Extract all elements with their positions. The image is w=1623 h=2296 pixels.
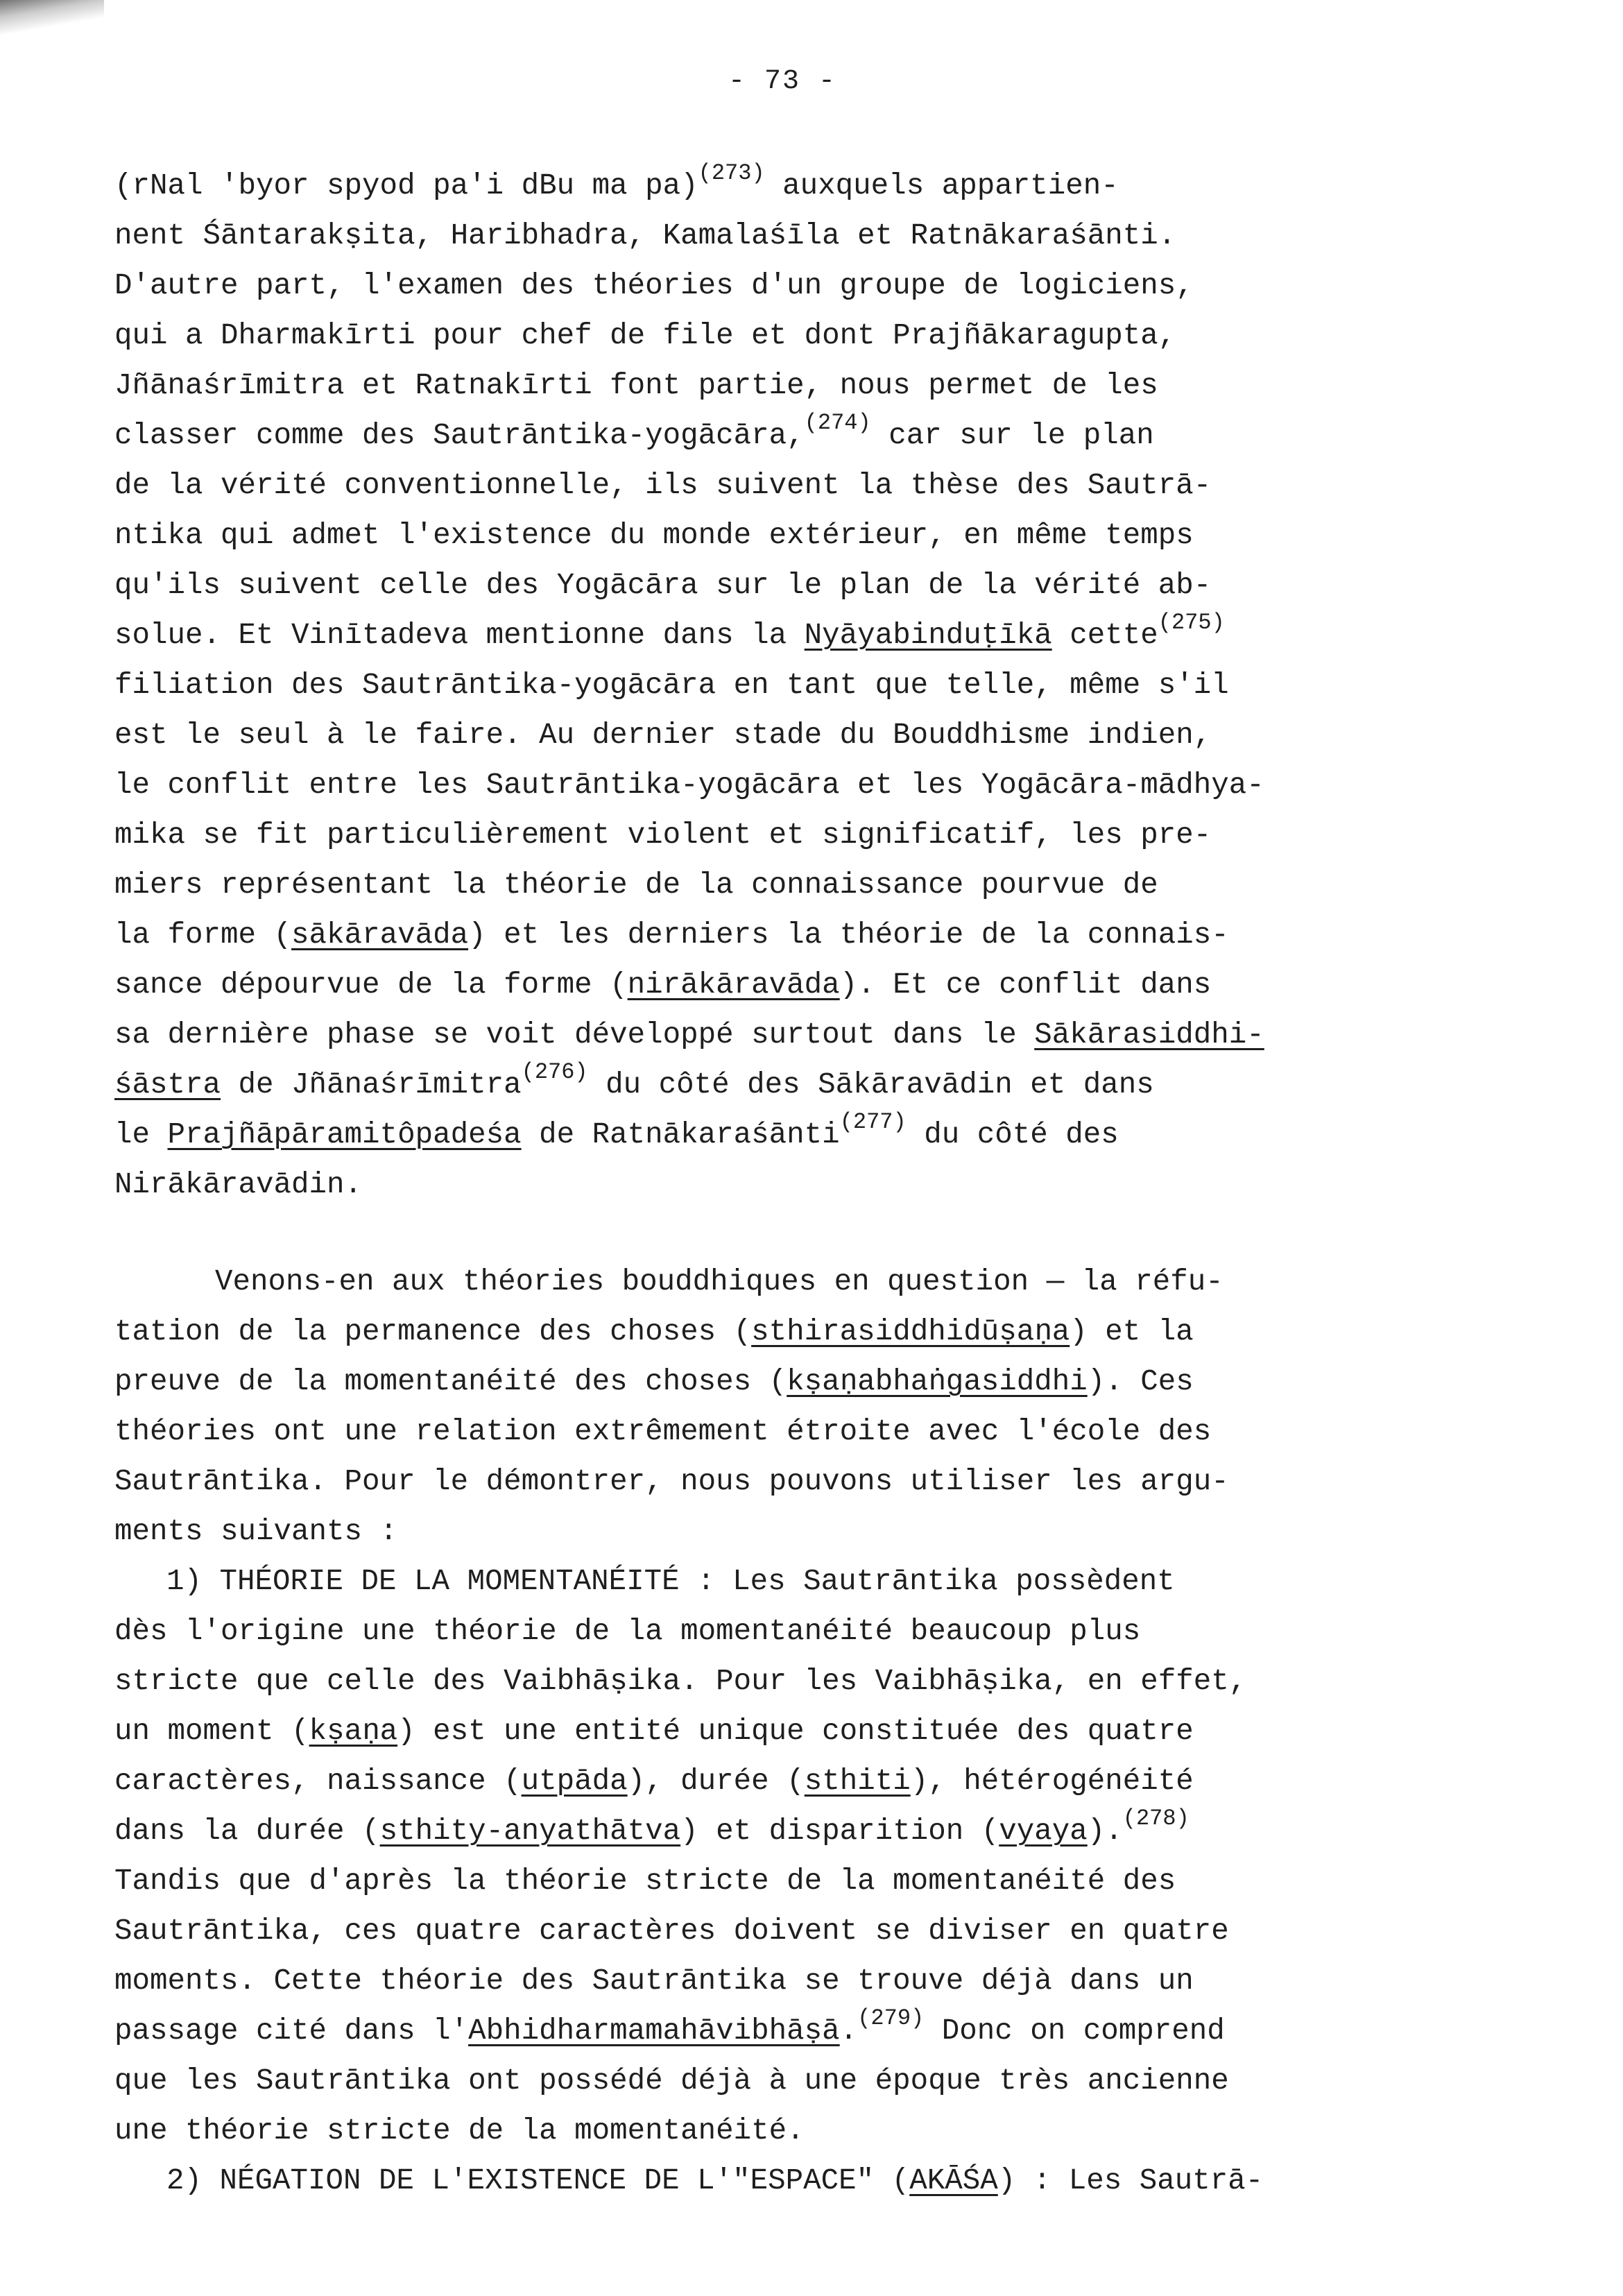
scan-artifact [0, 0, 104, 42]
text-line [114, 409, 1154, 455]
text-line [114, 1762, 1194, 1801]
line-text: ). Et ce conflit dans [839, 968, 1212, 1002]
line-text: sance dépourvue de la forme ( [114, 968, 628, 1002]
line-text: miers représentant la théorie de la connaissance pourvue de [114, 868, 1158, 902]
line-text: de la vérité conventionnelle, ils suivent la thèse des Sautrā- [114, 469, 1212, 502]
underlined-term: sthirasiddhidūṣaṇa [751, 1315, 1070, 1348]
line-text: 1) THÉORIE DE LA MOMENTANÉITÉ : Les Sautrāntika possèdent [166, 1565, 1175, 1598]
line-text: ) et la [1070, 1315, 1194, 1348]
text-line [114, 366, 1158, 405]
line-text: dans la durée ( [114, 1815, 380, 1848]
line-text: filiation des Sautrāntika-yogācāra en tant que telle, même s'il [114, 669, 1229, 702]
line-text: cette [1051, 619, 1158, 652]
line-text: sa dernière phase se voit développé surtout dans le [114, 1018, 1035, 1052]
line-text: que les Sautrāntika ont possédé déjà à une époque très ancienne [114, 2064, 1229, 2098]
text-line [114, 1662, 1246, 1701]
text-line [114, 1862, 1176, 1901]
line-text: ) est une entité unique constituée des quatre [397, 1715, 1194, 1748]
line-text: une théorie stricte de la momentanéité. [114, 2114, 805, 2148]
line-text: (rNal 'byor spyod pa'i dBu ma pa) [114, 169, 698, 203]
line-text: le conflit entre les Sautrāntika-yogācāra et les Yogācāra-mādhya- [114, 769, 1264, 802]
text-line [114, 516, 1194, 555]
text-line [114, 2111, 805, 2150]
line-text: du côté des [906, 1118, 1119, 1151]
footnote-ref: (279) [857, 2005, 925, 2031]
text-line [114, 1412, 1211, 1451]
underlined-term: nirākāravāda [627, 968, 840, 1002]
line-text: Sautrāntika, ces quatre caractères doivent se diviser en quatre [114, 1914, 1229, 1948]
text-line [114, 1016, 1264, 1054]
line-text: théories ont une relation extrêmement étroite avec l'école des [114, 1415, 1212, 1448]
underlined-term: vyaya [999, 1815, 1088, 1848]
text-line [114, 966, 1211, 1004]
line-text: de Ratnākaraśānti [521, 1118, 840, 1151]
underlined-term: utpāda [521, 1765, 628, 1798]
text-line [114, 866, 1158, 905]
text-line [114, 566, 1211, 605]
line-text: 2) NÉGATION DE L'EXISTENCE DE L'"ESPACE" ( [166, 2164, 910, 2198]
line-text: ) : Les Sautrā- [997, 2164, 1264, 2198]
line-text: nent Śāntarakṣita, Haribhadra, Kamalaśīla et Ratnākaraśānti. [114, 219, 1176, 252]
line-text: du côté des Sākāravādin et dans [587, 1068, 1154, 1102]
line-text: ) et disparition ( [680, 1815, 999, 1848]
underlined-term: śāstra [114, 1068, 221, 1102]
line-text: est le seul à le faire. Au dernier stade du Bouddhisme indien, [114, 719, 1212, 752]
line-text: le [114, 1118, 168, 1151]
text-line [166, 2161, 1263, 2200]
line-text: mika se fit particulièrement violent et significatif, les pre- [114, 819, 1212, 852]
underlined-term: Sākārasiddhi- [1034, 1018, 1264, 1052]
text-line [114, 466, 1211, 505]
footnote-ref: (277) [839, 1108, 907, 1135]
line-text: caractères, naissance ( [114, 1765, 522, 1798]
line-text: moments. Cette théorie des Sautrāntika se trouve déjà dans un [114, 1964, 1194, 1998]
page-number: - 73 - [728, 66, 837, 97]
line-text: ). Ces [1087, 1365, 1194, 1398]
text-line [114, 716, 1211, 755]
text-line [114, 316, 1176, 355]
text-line [114, 1512, 397, 1551]
underlined-term: Abhidharmamahāvibhāṣā [468, 2014, 840, 2048]
text-line [114, 916, 1229, 954]
underlined-term: Prajñāpāramitôpadeśa [167, 1118, 522, 1151]
underlined-term: Nyāyabinduṭīkā [804, 619, 1052, 652]
line-text: Venons-en aux théories bouddhiques en question — la réfu- [215, 1265, 1223, 1299]
line-text: Nirākāravādin. [114, 1168, 363, 1201]
text-line [114, 766, 1264, 805]
line-text: classer comme des Sautrāntika-yogācāra, [114, 419, 805, 452]
text-line [114, 1362, 1194, 1401]
line-text: qu'ils suivent celle des Yogācāra sur le plan de la vérité ab- [114, 569, 1212, 602]
text-line [114, 1059, 1154, 1104]
line-text: un moment ( [114, 1715, 309, 1748]
line-text: Tandis que d'après la théorie stricte de la momentanéité des [114, 1865, 1176, 1898]
line-text: solue. Et Vinītadeva mentionne dans la [114, 619, 805, 652]
text-line [114, 1912, 1229, 1951]
footnote-ref: (276) [521, 1059, 588, 1085]
text-line [114, 1312, 1194, 1351]
text-line [114, 160, 1119, 205]
underlined-term: sthiti [804, 1765, 911, 1798]
line-text: car sur le plan [870, 419, 1154, 452]
text-line [114, 666, 1229, 705]
text-line [166, 1562, 1175, 1601]
line-text: qui a Dharmakīrti pour chef de file et dont Prajñākaragupta, [114, 319, 1176, 352]
underlined-term: kṣaṇa [309, 1715, 398, 1748]
footnote-ref: (278) [1122, 1805, 1190, 1831]
text-line [114, 1462, 1229, 1501]
text-line [114, 1612, 1140, 1651]
line-text: ), durée ( [627, 1765, 805, 1798]
underlined-term: sthity-anyathātva [379, 1815, 681, 1848]
line-text: Jñānaśrīmitra et Ratnakīrti font partie, nous permet de les [114, 369, 1158, 402]
footnote-ref: (275) [1158, 609, 1225, 635]
line-text: la forme ( [114, 918, 292, 952]
line-text: dès l'origine une théorie de la momentanéité beaucoup plus [114, 1615, 1141, 1648]
line-text: stricte que celle des Vaibhāṣika. Pour les Vaibhāṣika, en effet, [114, 1665, 1247, 1698]
text-line [114, 1805, 1190, 1851]
footnote-ref: (274) [804, 409, 871, 436]
text-line [114, 1165, 362, 1204]
line-text: preuve de la momentanéité des choses ( [114, 1365, 787, 1398]
line-text: ), hétérogénéité [910, 1765, 1194, 1798]
text-line [114, 1962, 1194, 2001]
line-text: ments suivants : [114, 1515, 398, 1548]
text-line [114, 2005, 1225, 2050]
line-text: D'autre part, l'examen des théories d'un groupe de logiciens, [114, 269, 1194, 302]
line-text: Donc on comprend [924, 2014, 1225, 2048]
line-text: passage cité dans l' [114, 2014, 469, 2048]
text-line [114, 2062, 1229, 2100]
text-line [114, 816, 1211, 855]
text-line [215, 1262, 1223, 1301]
footnote-ref: (273) [698, 160, 765, 186]
underlined-term: kṣaṇabhaṅgasiddhi [787, 1365, 1088, 1398]
line-text: ntika qui admet l'existence du monde extérieur, en même temps [114, 519, 1194, 552]
line-text: Sautrāntika. Pour le démontrer, nous pouvons utiliser les argu- [114, 1465, 1229, 1498]
line-text: de Jñānaśrīmitra [221, 1068, 522, 1102]
text-line [114, 609, 1225, 655]
underlined-term: AKĀŚA [909, 2164, 998, 2198]
text-line [114, 1108, 1119, 1154]
underlined-term: sākāravāda [291, 918, 469, 952]
line-text: tation de la permanence des choses ( [114, 1315, 752, 1348]
text-line [114, 266, 1194, 305]
line-text: auxquels appartien- [764, 169, 1119, 203]
text-line [114, 1712, 1194, 1751]
line-text: . [839, 2014, 858, 2048]
text-line [114, 216, 1176, 255]
line-text: ). [1087, 1815, 1123, 1848]
line-text: ) et les derniers la théorie de la connais- [468, 918, 1229, 952]
